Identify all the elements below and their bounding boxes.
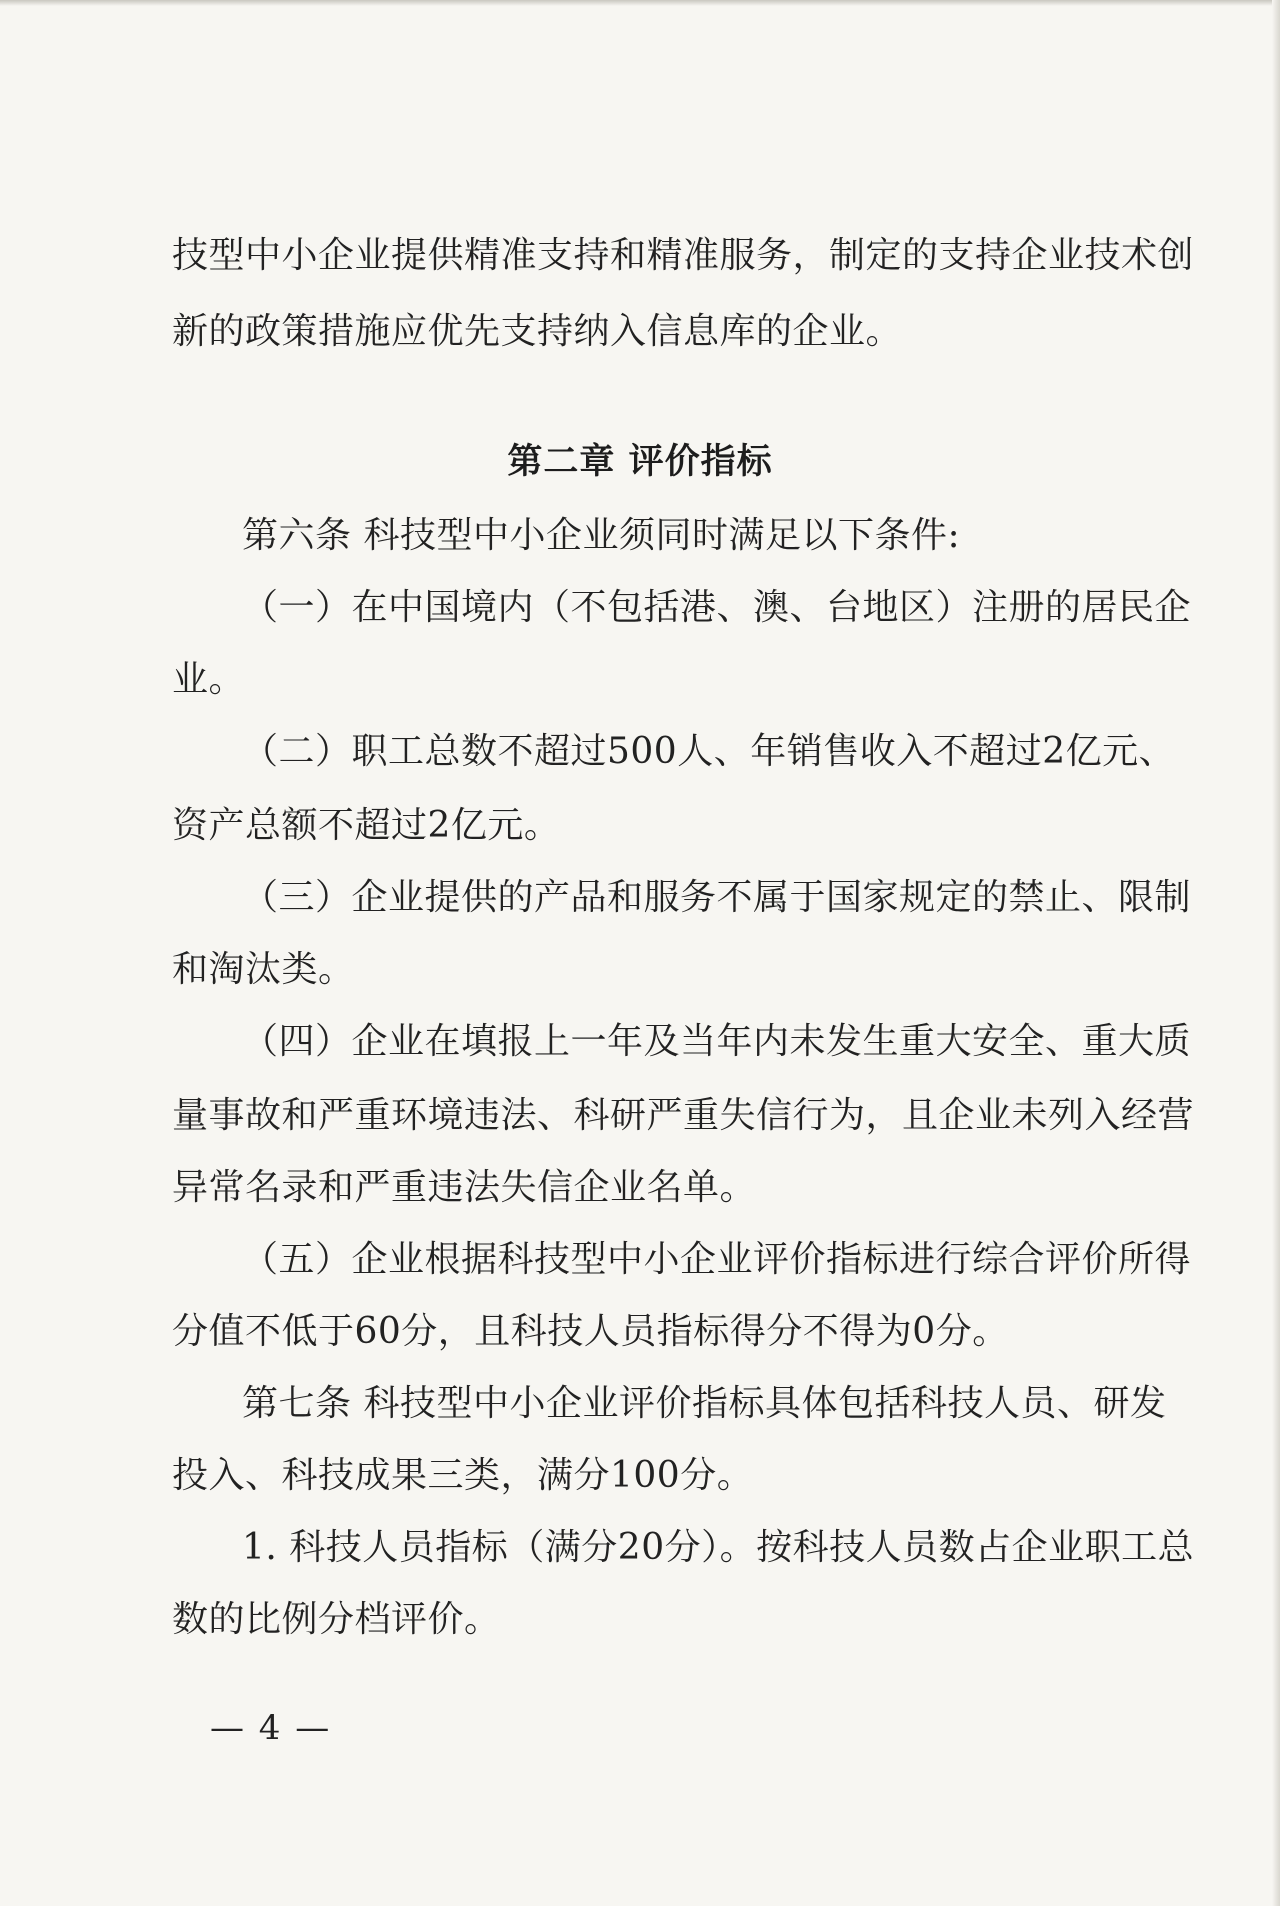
article-6-heading: 第六条 科技型中小企业须同时满足以下条件: [242,515,961,556]
indicator-1-line: 数的比例分档评价。 [172,1599,501,1640]
condition-4-line: 异常名录和严重违法失信企业名单。 [172,1167,757,1208]
condition-2-line: 资产总额不超过2亿元。 [172,805,561,846]
chapter-title: 第二章 评价指标 [507,442,773,482]
condition-1-line: 业。 [172,659,246,700]
paragraph-line: 技型中小企业提供精准支持和精准服务，制定的支持企业技术创 [172,235,1195,276]
condition-3-line: 和淘汰类。 [172,949,355,990]
page-edge-right [1272,0,1280,1906]
article-7-line: 投入、科技成果三类，满分100分。 [172,1455,754,1496]
condition-4-line: （四）企业在填报上一年及当年内未发生重大安全、重大质 [242,1021,1192,1062]
article-7-line: 第七条 科技型中小企业评价指标具体包括科技人员、研发 [242,1383,1167,1424]
condition-1-line: （一）在中国境内（不包括港、澳、台地区）注册的居民企 [242,587,1192,628]
condition-4-line: 量事故和严重环境违法、科研严重失信行为，且企业未列入经营 [172,1095,1195,1136]
condition-2-line: （二）职工总数不超过500人、年销售收入不超过2亿元、 [242,731,1176,772]
condition-5-line: （五）企业根据科技型中小企业评价指标进行综合评价所得 [242,1239,1192,1280]
condition-3-line: （三）企业提供的产品和服务不属于国家规定的禁止、限制 [242,877,1192,918]
page-edge-top [0,0,1280,6]
page-number: — 4 — [210,1708,332,1748]
indicator-1-line: 1. 科技人员指标（满分20分）。按科技人员数占企业职工总 [242,1527,1195,1568]
paragraph-line: 新的政策措施应优先支持纳入信息库的企业。 [172,311,903,352]
condition-5-line: 分值不低于60分，且科技人员指标得分不得为0分。 [172,1311,1009,1352]
